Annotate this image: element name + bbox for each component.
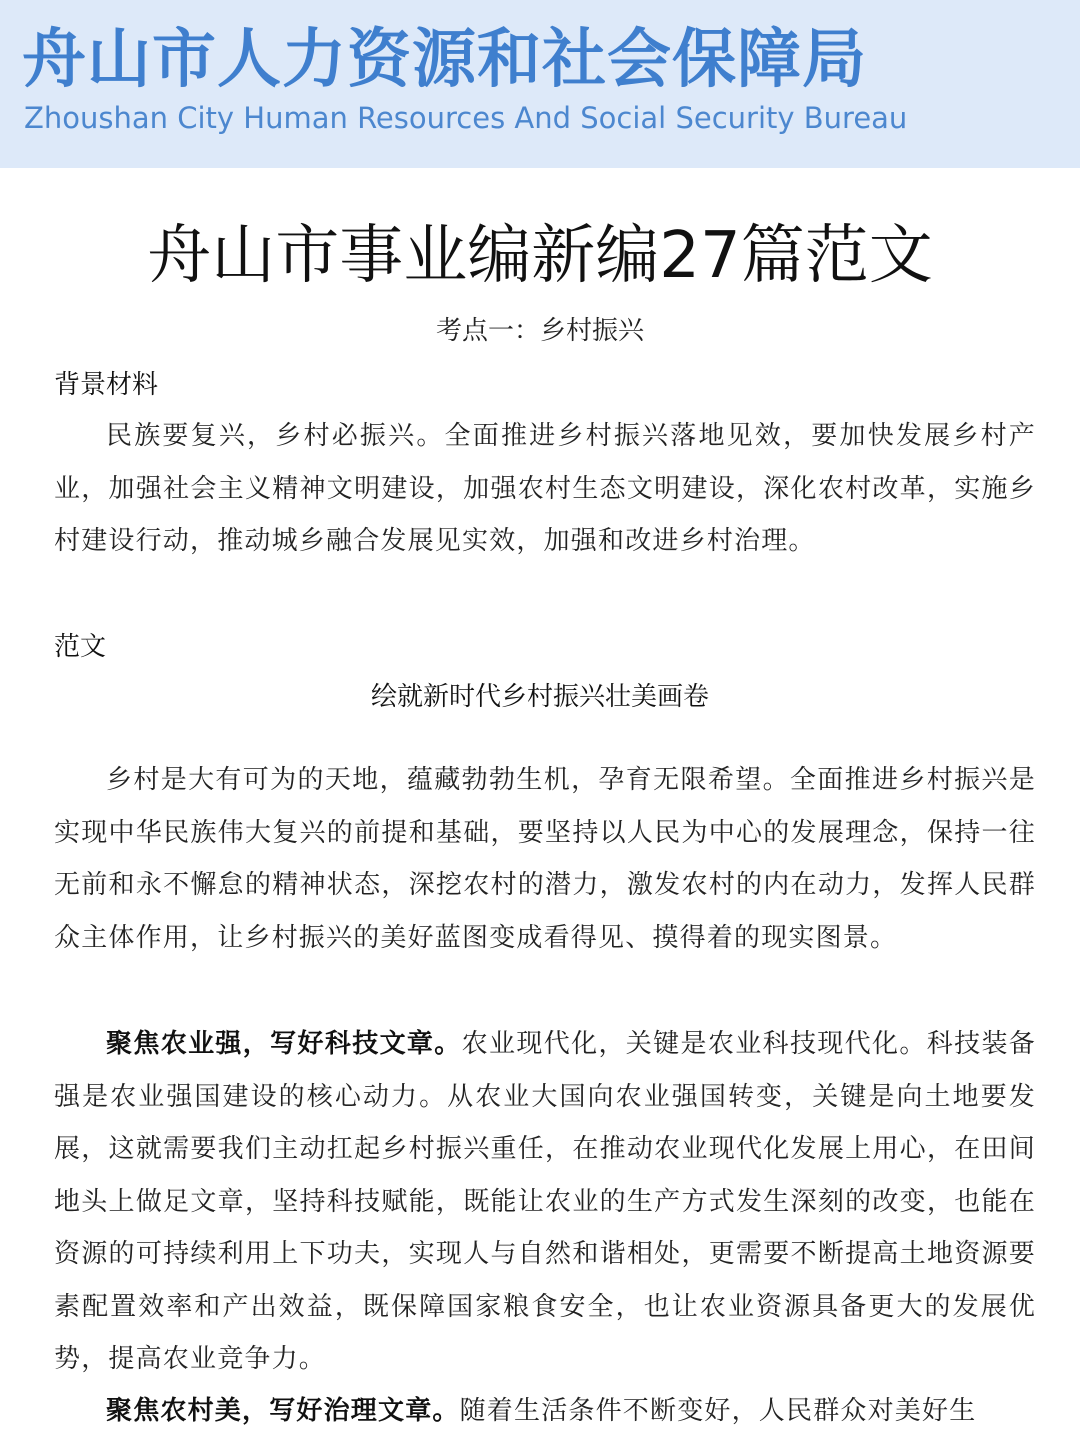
topic-heading: 考点一：乡村振兴	[435, 316, 644, 346]
essay-title: 绘就新时代乡村振兴壮美画卷	[370, 682, 709, 712]
point2-text: 随着生活条件不断变好，人民群众对美好生	[459, 1396, 977, 1426]
document-title: 舟山市事业编新编27篇范文	[147, 219, 933, 293]
background-label: 背景材料	[54, 370, 159, 400]
point1-paragraph	[54, 1018, 1036, 1386]
essay-label: 范文	[54, 632, 107, 662]
intro-paragraph: 乡村是大有可为的天地，蕴藏勃勃生机，孕育无限希望。全面推进乡村振兴是实现中华民族伟大复兴的前提和基础，要坚持以人民为中心的发展理念，保持一往无前和永不懈怠的精神状态，深挖农村的潜力，激发农村的内在动力，发挥人民群众主体作用，让乡村振兴的美好蓝图变成看得见、摸得着的现实图景。	[54, 765, 1036, 953]
point2-paragraph	[54, 1385, 1036, 1438]
point2-lead: 聚焦农村美，写好治理文章。	[106, 1396, 460, 1426]
header-banner	[0, 0, 1080, 168]
background-paragraph: 民族要复兴，乡村必振兴。全面推进乡村振兴落地见效，要加快发展乡村产业，加强社会主义精神文明建设，加强农村生态文明建设，深化农村改革，实施乡村建设行动，推动城乡融合发展见实效，加强和改进乡村治理。	[54, 421, 1036, 556]
point1-lead: 聚焦农业强，写好科技文章。	[106, 1029, 462, 1059]
point1-text: 农业现代化，关键是农业科技现代化。科技装备强是农业强国建设的核心动力。从农业大国向农业强国转变，关键是向土地要发展，这就需要我们主动扛起乡村振兴重任，在推动农业现代化发展上用心，在田间地头上做足文章，坚持科技赋能，既能让农业的生产方式发生深刻的改变，也能在资源的可持续利用上下功夫，实现人与自然和谐相处，更需要不断提高土地资源要素配置效率和产出效益，既保障国家粮食安全，也让农业资源具备更大的发展优势，提高农业竞争力。	[54, 1029, 1037, 1374]
org-name-chinese: 舟山市人力资源和社会保障局	[22, 23, 867, 97]
org-name-english: Zhoushan City Human Resources And Social Security Bureau	[24, 101, 908, 135]
